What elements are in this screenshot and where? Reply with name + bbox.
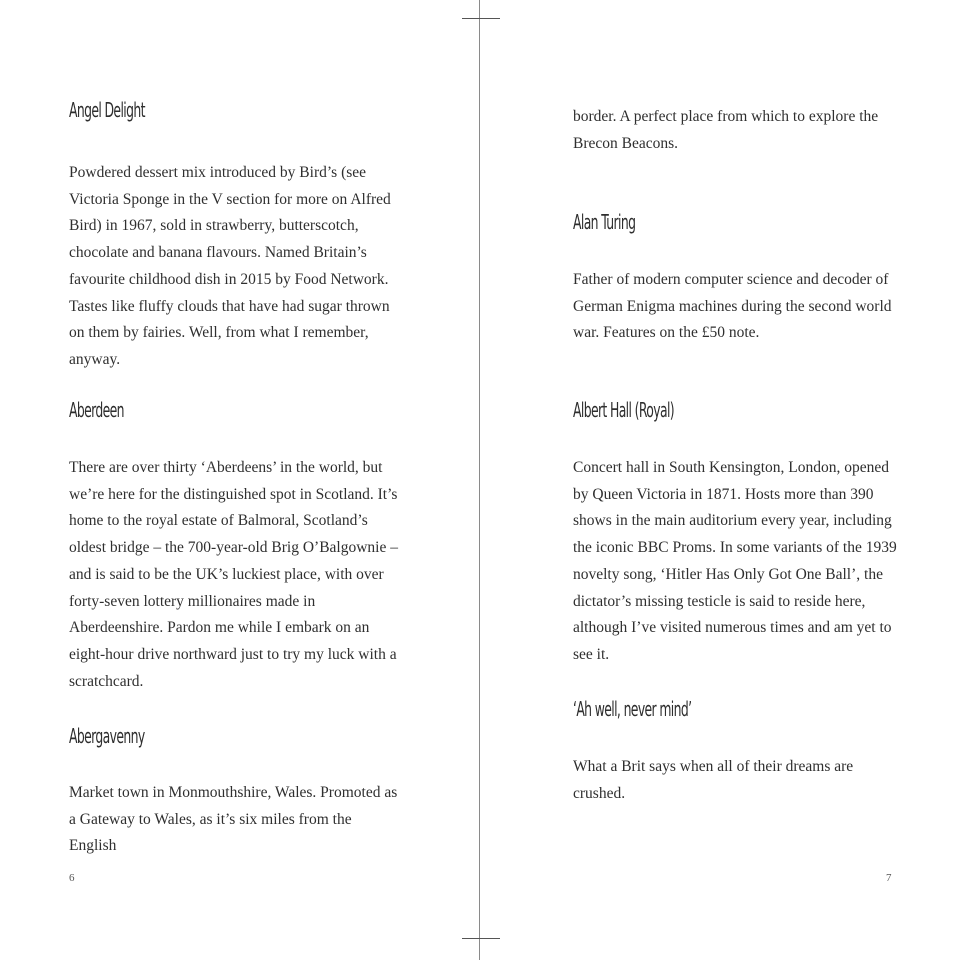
- entry-body: What a Brit says when all of their dreams are crushed.: [573, 758, 854, 802]
- entry-heading: Alan Turing: [573, 210, 636, 234]
- entry-body: Concert hall in South Kensington, London, opened by Queen Victoria in 1871. Hosts more than 390 shows in the main auditorium every year, including the iconic BBC Proms. In some variants of the 1939 novelty song, ‘Hitler Has Only Got One Ball’, the dictator’s missing testicle is said to reside here, although I’ve visited numerous times and am yet to see it.: [573, 459, 897, 663]
- entry-body: Market town in Monmouthshire, Wales. Promoted as a Gateway to Wales, as it’s six miles from the English: [69, 784, 398, 855]
- entry-continuation: border. A perfect place from which to explore the Brecon Beacons.: [573, 108, 879, 152]
- crop-mark-top: [462, 18, 500, 19]
- entry-heading: Angel Delight: [69, 98, 145, 122]
- page-number: 6: [69, 872, 75, 884]
- entry-body: There are over thirty ‘Aberdeens’ in the world, but we’re here for the distinguished spot in Scotland. It’s home to the royal estate of Balmoral, Scotland’s oldest bridge – the 700-year-old Brig O’Balgownie – and is said to be the UK’s luckiest place, with over forty-seven lottery millionaires made in Aberdeenshire. Pardon me while I embark on an eight-hour drive northward just to try my luck with a scratchcard.: [69, 459, 398, 690]
- entry-heading: Aberdeen: [69, 398, 124, 422]
- entry-body: Father of modern computer science and decoder of German Enigma machines during the second world war. Features on the £50 note.: [573, 271, 892, 342]
- page-number: 7: [886, 872, 892, 884]
- page-gutter: [479, 0, 480, 960]
- crop-mark-bottom: [462, 938, 500, 939]
- entry-heading: Albert Hall (Royal): [573, 398, 675, 422]
- entry-heading: ‘Ah well, never mind’: [573, 697, 692, 721]
- entry-heading: Abergavenny: [69, 724, 145, 748]
- entry-body: Powdered dessert mix introduced by Bird’s (see Victoria Sponge in the V section for more on Alfred Bird) in 1967, sold in strawberry, butterscotch, chocolate and banana flavours. Named Britain’s favourite childhood dish in 2015 by Food Network. Tastes like fluffy clouds that have had sugar thrown on them by fairies. Well, from what I remember, anyway.: [69, 164, 391, 368]
